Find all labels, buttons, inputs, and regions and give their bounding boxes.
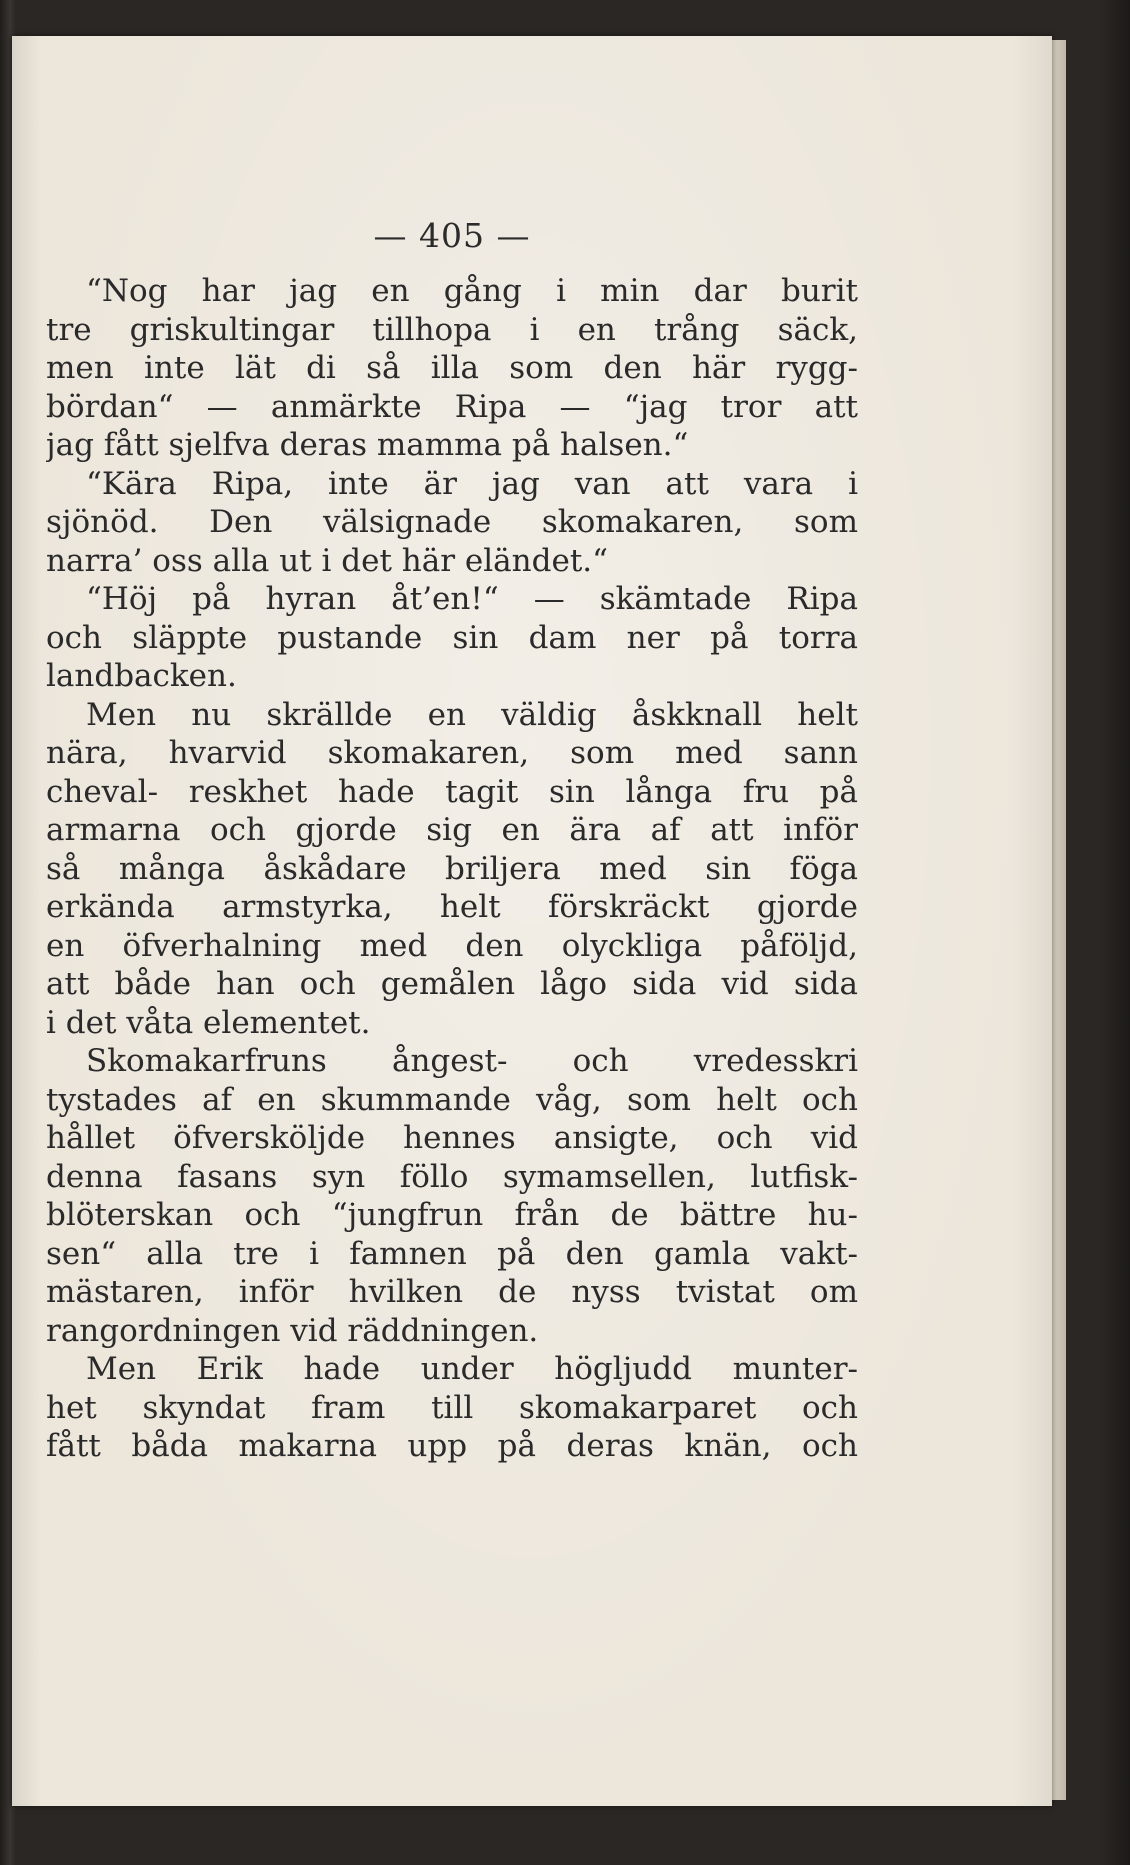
text-line: och släppte pustande sin dam ner på torra — [46, 619, 858, 656]
text-line: fått båda makarna upp på deras knän, och — [46, 1428, 858, 1464]
text-line: sen“ alla tre i famnen på den gamla vakt- — [46, 1235, 858, 1272]
text-line: cheval- reskhet hade tagit sin långa fru på — [46, 773, 858, 810]
text-line: i det våta elementet. — [46, 1004, 371, 1041]
book-page — [12, 36, 1052, 1806]
text-line: landbacken. — [46, 658, 237, 694]
text-line: rangordningen vid räddningen. — [46, 1312, 539, 1349]
text-line: tre griskultingar tillhopa i en trång säck, — [46, 311, 858, 348]
text-line: mästaren, inför hvilken de nyss tvistat om — [46, 1274, 858, 1310]
body-text — [46, 272, 858, 1466]
text-line: armarna och gjorde sig en ära af att inför — [46, 812, 858, 848]
text-line: bördan“ — anmärkte Ripa — “jag tror att — [46, 388, 858, 425]
text-line: men inte lät di så illa som den här rygg- — [46, 350, 858, 386]
text-line: het skyndat fram till skomakarparet och — [46, 1389, 858, 1426]
text-line: “Höj på hyran åt’en!“ — skämtade Ripa — [86, 581, 858, 617]
text-line: nära, hvarvid skomakaren, som med sann — [46, 735, 858, 771]
text-line: tystades af en skummande våg, som helt och — [46, 1081, 858, 1118]
page-edge — [1052, 40, 1066, 1800]
text-line: Skomakarfruns ångest- och vredesskri — [86, 1043, 858, 1079]
text-line: “Nog har jag en gång i min dar burit — [86, 273, 858, 309]
text-line: Men nu skrällde en väldig åskknall helt — [86, 696, 858, 733]
text-line: blöterskan och “jungfrun från de bättre hu- — [46, 1197, 858, 1233]
text-line: narra’ oss alla ut i det här eländet.“ — [46, 542, 608, 579]
text-line: denna fasans syn föllo symamsellen, lutfisk- — [46, 1158, 858, 1195]
text-line: “Kära Ripa, inte är jag van att vara i — [86, 465, 858, 502]
text-line: sjönöd. Den välsignade skomakaren, som — [46, 504, 858, 540]
text-line: så många åskådare briljera med sin föga — [46, 850, 858, 887]
text-line: jag fått sjelfva deras mamma på halsen.“ — [46, 427, 689, 463]
text-line: att både han och gemålen lågo sida vid sida — [46, 966, 858, 1002]
text-line: Men Erik hade under högljudd munter- — [86, 1351, 858, 1387]
page-number: — 405 — — [373, 216, 531, 255]
text-line: erkända armstyrka, helt förskräckt gjorde — [46, 889, 858, 925]
text-line: hållet öfversköljde hennes ansigte, och vid — [46, 1120, 858, 1156]
text-line: en öfverhalning med den olyckliga påföljd, — [46, 927, 858, 964]
